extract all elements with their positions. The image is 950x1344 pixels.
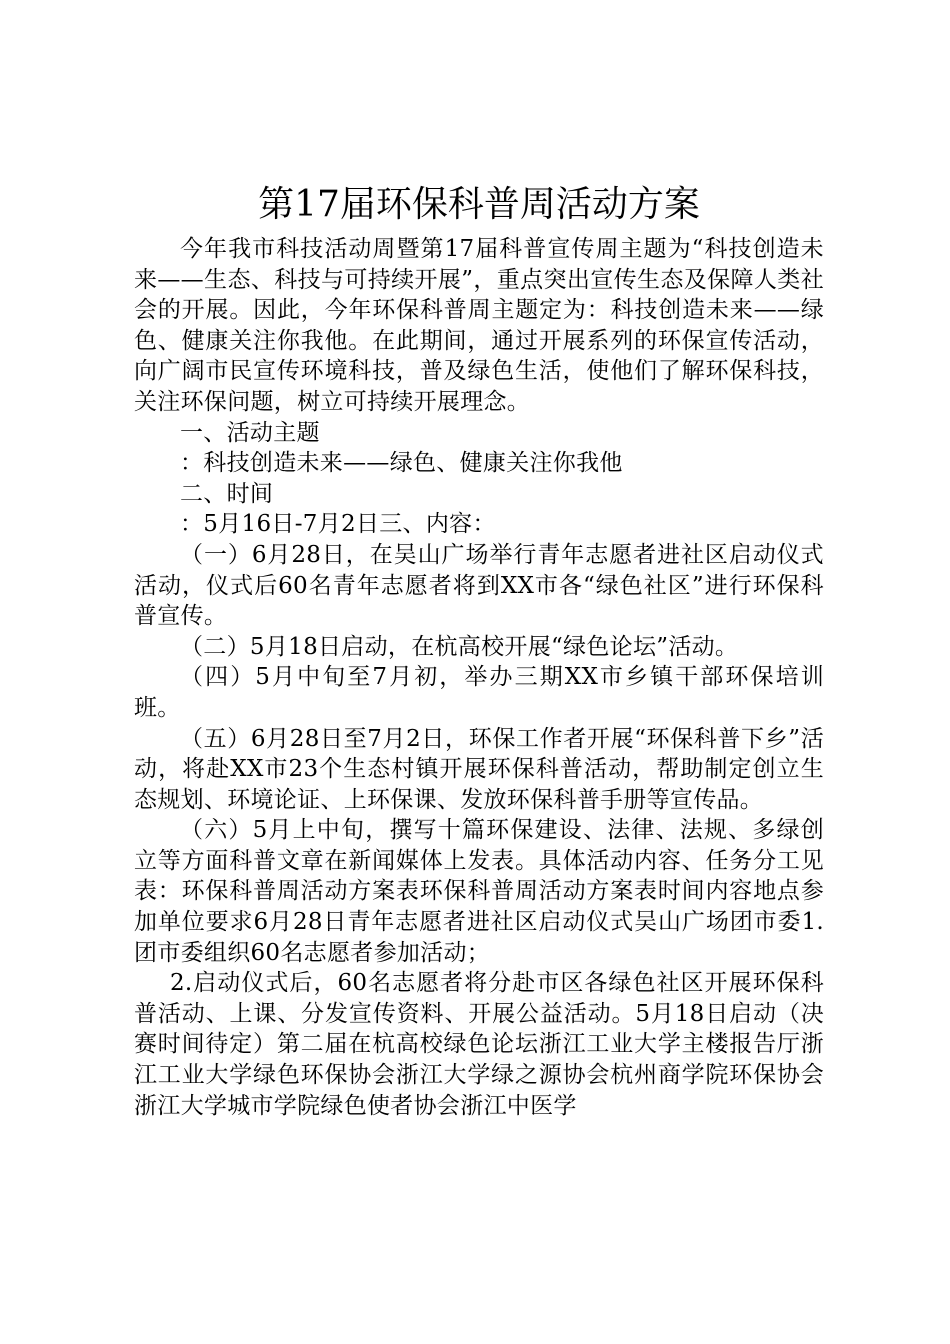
paragraph-item-5: （五）6月28日至7月2日，环保工作者开展“环保科普下乡”活动，将赴XX市23个生态村镇开展环保科普活动，帮助制定创立生态规划、环境论证、上环保课、发放环保科普手册等宣传品。 <box>134 725 824 813</box>
document-title: 第17届环保科普周活动方案 <box>258 184 700 225</box>
paragraph-intro: 今年我市科技活动周暨第17届科普宣传周主题为“科技创造未来——生态、科技与可持续开展”，重点突出宣传生态及保障人类社会的开展。因此，今年环保科普周主题定为：科技创造未来——绿色、健康关注你我他。在此期间，通过开展系列的环保宣传活动，向广阔市民宣传环境科技，普及绿色生活，使他们了解环保科技，关注环保问题，树立可持续开展理念。 <box>134 236 824 415</box>
paragraph-item-4: （四）5月中旬至7月初，举办三期XX市乡镇干部环保培训班。 <box>134 664 824 721</box>
heading-activity-theme: 一、活动主题 <box>180 419 320 446</box>
paragraph-time-content: ：5月16日-7月2日三、内容： <box>180 511 496 538</box>
paragraph-item-6: （六）5月上中旬，撰写十篇环保建设、法律、法规、多绿创立等方面科普文章在新闻媒体上发表。具体活动内容、任务分工见表：环保科普周活动方案表环保科普周活动方案表时间内容地点参加单位要求6月28日青年志愿者进社区启动仪式吴山广场团市委1.团市委组织60名志愿者参加活动； <box>134 817 824 966</box>
document-page <box>134 178 824 1121</box>
paragraph-item-1: （一）6月28日，在吴山广场举行青年志愿者进社区启动仪式活动，仪式后60名青年志愿者将到XX市各“绿色社区”进行环保科普宣传。 <box>134 541 824 630</box>
paragraph-schedule-2: 2.启动仪式后，60名志愿者将分赴市区各绿色社区开展环保科普活动、上课、分发宣传资料、开展公益活动。5月18日启动（决赛时间待定）第二届在杭高校绿色论坛浙江工业大学主楼报告厅浙江工业大学绿色环保协会浙江大学绿之源协会杭州商学院环保协会浙江大学城市学院绿色使者协会浙江中医学 <box>134 970 824 1119</box>
heading-time: 二、时间 <box>180 480 274 507</box>
paragraph-activity-theme: ：科技创造未来——绿色、健康关注你我他 <box>180 450 623 477</box>
paragraph-item-2: （二）5月18日启动，在杭高校开展“绿色论坛”活动。 <box>180 633 739 660</box>
